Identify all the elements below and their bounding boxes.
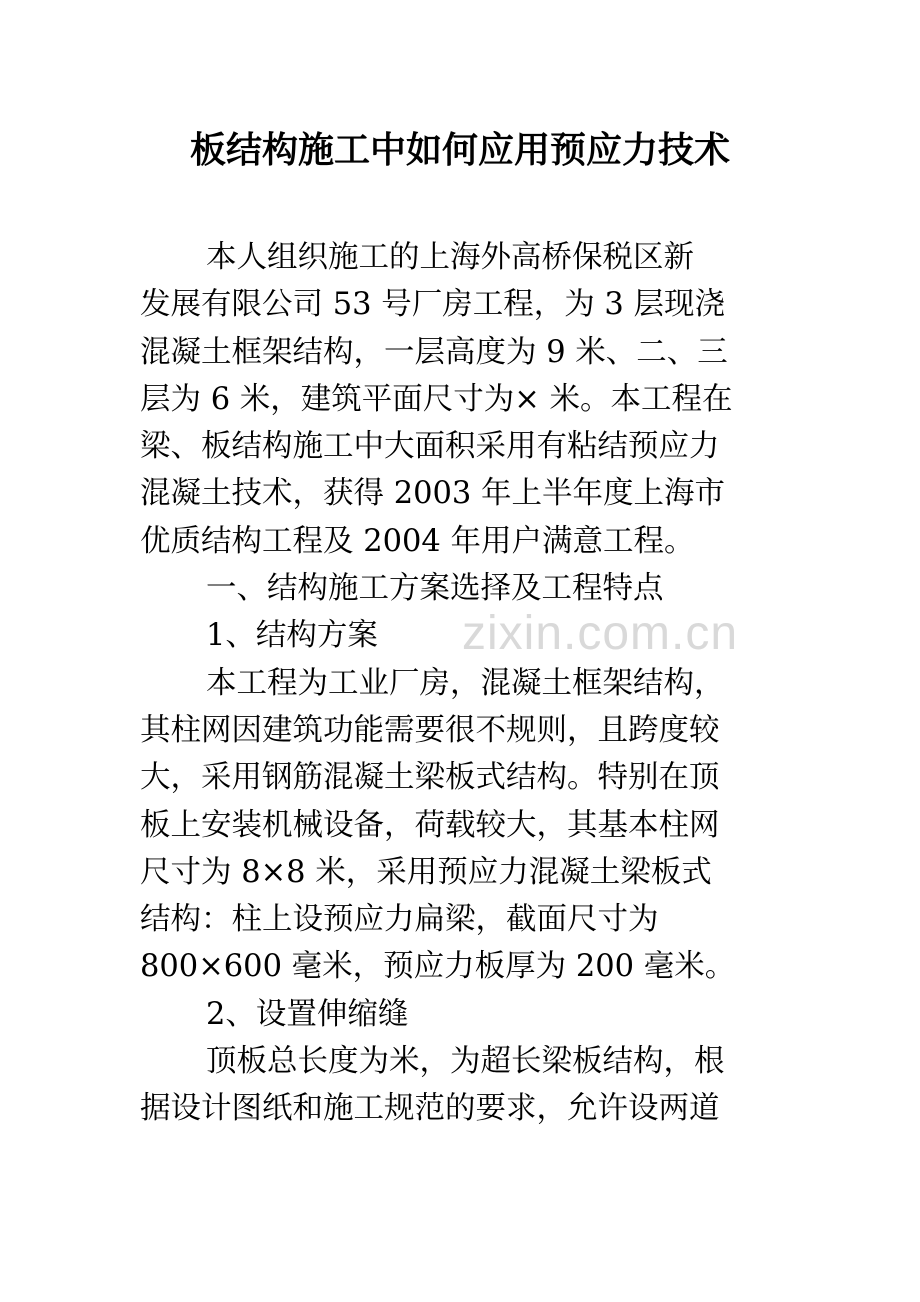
paragraph-line: 800×600 毫米，预应力板厚为 200 毫米。 [140, 949, 736, 985]
paragraph-line: 混凝土技术，获得 2003 年上半年度上海市 [140, 476, 726, 512]
paragraph-line: 优质结构工程及 2004 年用户满意工程。 [140, 523, 695, 559]
paragraph-line: 混凝土框架结构，一层高度为 9 米、二、三 [140, 334, 728, 370]
section-heading: 一、结构施工方案选择及工程特点 [206, 571, 664, 607]
paragraph-line: 大，采用钢筋混凝土梁板式结构。特别在顶 [140, 760, 720, 796]
paragraph-line: 尺寸为 8×8 米，采用预应力混凝土梁板式 [140, 854, 712, 890]
paragraph-line: 本工程为工业厂房，混凝土框架结构， [206, 665, 725, 701]
paragraph-line: 本人组织施工的上海外高桥保税区新 [206, 240, 694, 275]
paragraph-line: 板上安装机械设备，荷载较大，其基本柱网 [140, 807, 720, 843]
watermark: zixin.com.cn [462, 607, 739, 660]
paragraph-line: 顶板总长度为米，为超长梁板结构，根 [206, 1044, 725, 1080]
subsection-heading: 2、设置伸缩缝 [206, 996, 409, 1032]
subsection-heading: 1、结构方案 [206, 618, 378, 654]
paragraph-line: 发展有限公司 53 号厂房工程，为 3 层现浇 [140, 287, 725, 323]
document-title: 板结构施工中如何应用预应力技术 [189, 129, 730, 171]
document-body [140, 234, 800, 1133]
paragraph-line: 其柱网因建筑功能需要很不规则，且跨度较 [140, 712, 720, 748]
paragraph-line: 层为 6 米，建筑平面尺寸为× 米。本工程在 [140, 381, 733, 417]
paragraph-line: 据设计图纸和施工规范的要求，允许设两道 [140, 1091, 720, 1127]
paragraph-line: 结构：柱上设预应力扁梁，截面尺寸为 [140, 902, 659, 938]
paragraph-line: 梁、板结构施工中大面积采用有粘结预应力 [140, 429, 720, 465]
